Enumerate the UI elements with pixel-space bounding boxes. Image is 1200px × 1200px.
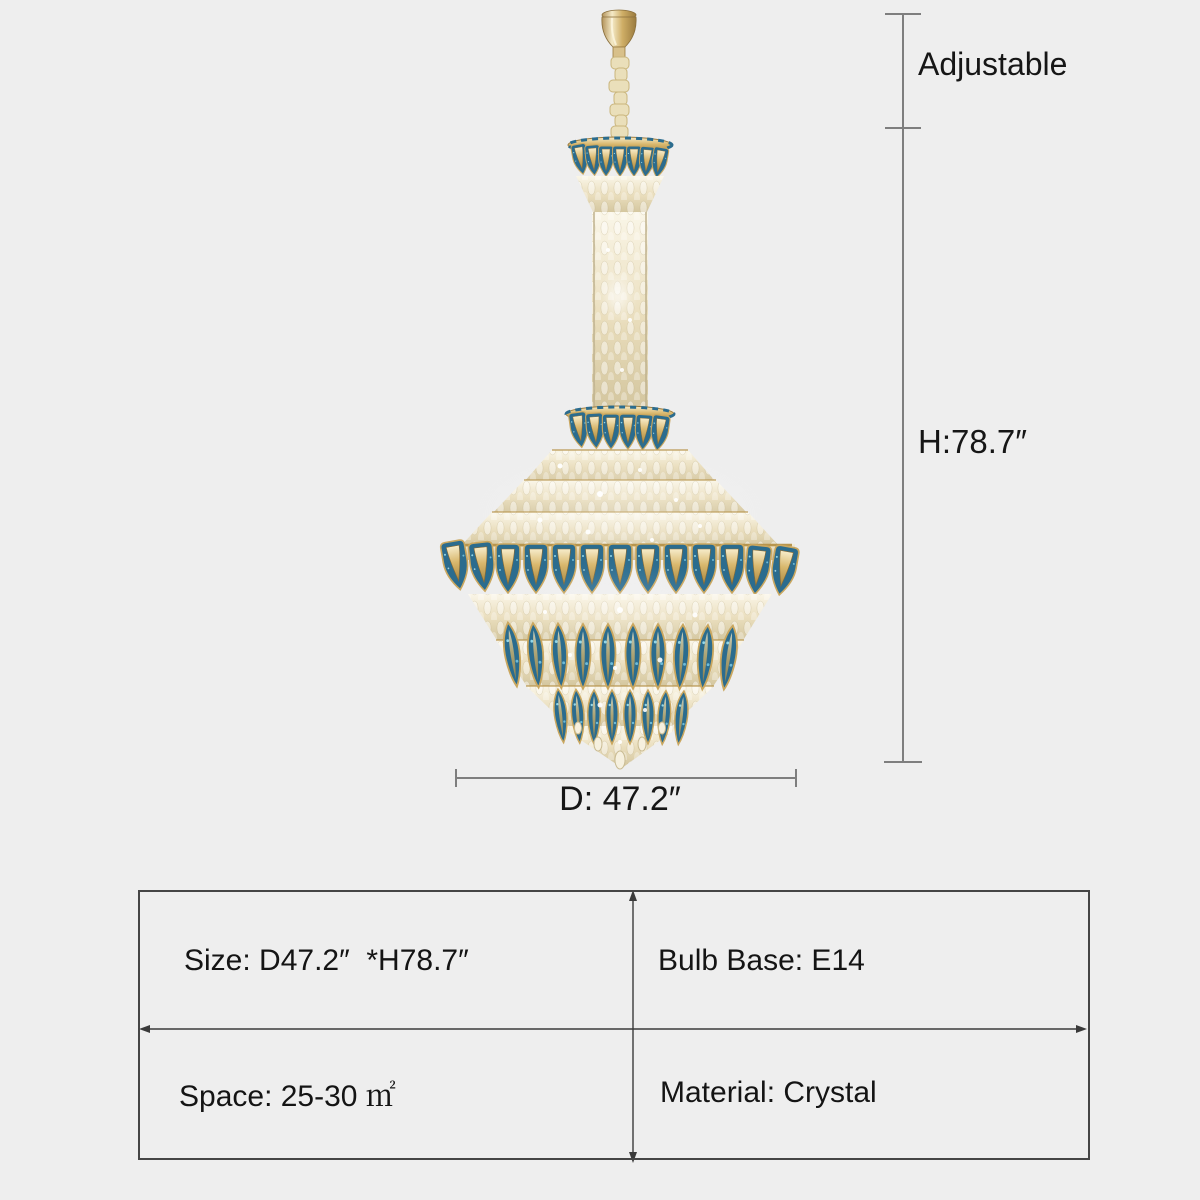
- adjustable-label: Adjustable: [918, 46, 1068, 82]
- spec-bulb-base: Bulb Base: E14: [658, 944, 865, 977]
- spec-material: Material: Crystal: [660, 1076, 877, 1109]
- lower-crown-ring: [566, 406, 674, 452]
- height-dimension-line: [884, 14, 922, 762]
- ceiling-canopy: [602, 10, 636, 58]
- bottom-cascade: [468, 560, 772, 769]
- spec-size: Size: D47.2″ *H78.7″: [184, 944, 469, 977]
- upper-cascade: [576, 176, 664, 214]
- upper-crown-ring: [568, 137, 672, 179]
- spec-space: Space: 25-30 ㎡: [179, 1080, 396, 1113]
- spec-table: [138, 890, 1090, 1160]
- diameter-label: D: 47.2″: [559, 780, 681, 818]
- crystal-chain: [609, 57, 629, 145]
- bulb-glow: [602, 270, 634, 322]
- height-label: H:78.7″: [918, 423, 1027, 460]
- chandelier-illustration: [440, 10, 800, 769]
- crystal-column: [592, 212, 648, 416]
